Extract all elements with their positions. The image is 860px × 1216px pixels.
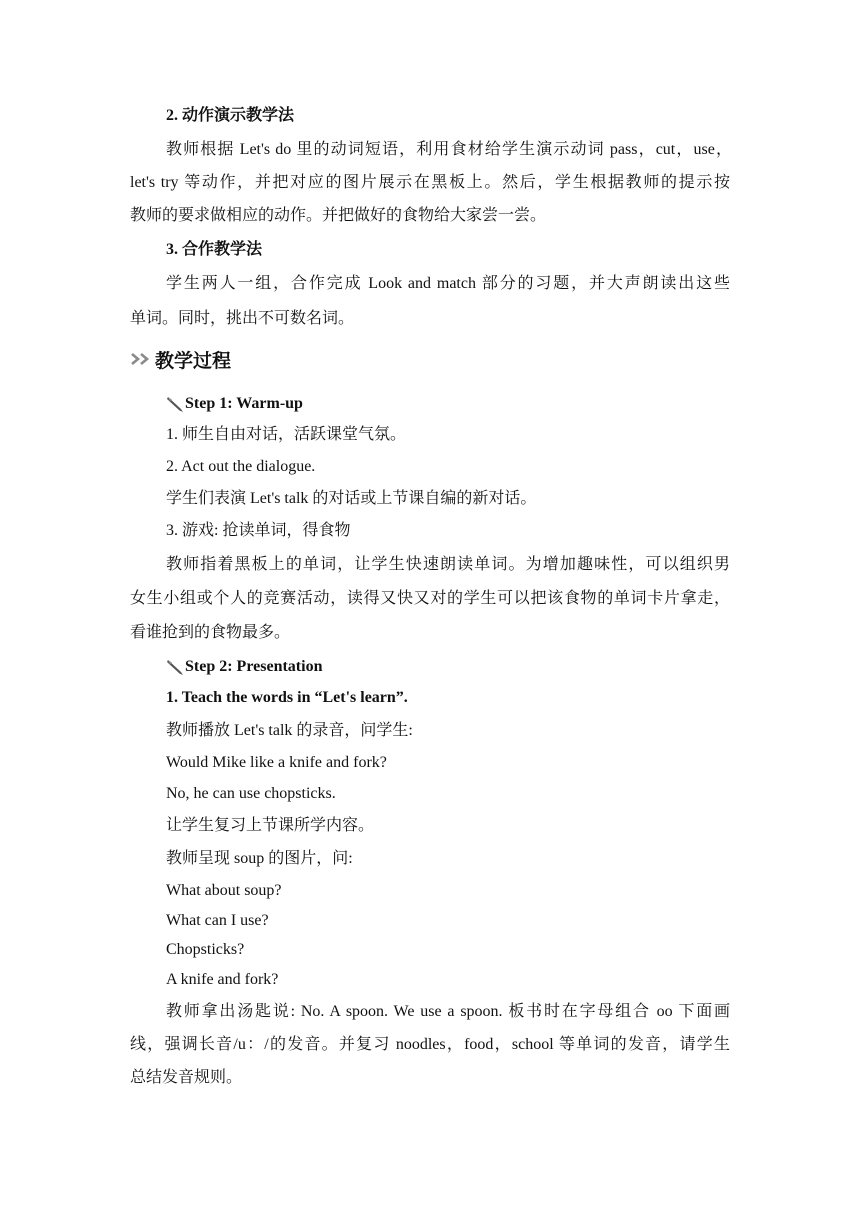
step-1-item-3-line-1: 教师指着黑板上的单词，让学生快速朗读单词。为增加趣味性，可以组织男 [166, 556, 730, 573]
method-3-line-2: 单词。同时，挑出不可数名词。 [130, 310, 355, 327]
step-2-line-1: 教师播放 Let's talk 的录音，问学生: [166, 722, 413, 739]
step-2-title: Step 2: Presentation [185, 658, 323, 675]
method-2-line-2: let's try 等动作，并把对应的图片展示在黑板上。然后，学生根据教师的提示按 [130, 174, 730, 191]
section-title: 教学过程 [155, 349, 232, 372]
step-2-line-4: 让学生复习上节课所学内容。 [166, 817, 375, 834]
step-1-item-2-desc: 学生们表演 Let's talk 的对话或上节课自编的新对话。 [166, 490, 537, 507]
double-chevron-icon [130, 352, 152, 366]
step-1-item-3-line-3: 看谁抢到的食物最多。 [130, 624, 291, 641]
step-2-line-3: No, he can use chopsticks. [166, 785, 336, 802]
step-1-heading [166, 393, 303, 415]
step-1-item-3-line-2: 女生小组或个人的竞赛活动，读得又快又对的学生可以把该食物的单词卡片拿走， [130, 590, 730, 607]
step-2-final-line-1: 教师拿出汤匙说: No. A spoon. We use a spoon. 板书时在字母组合 oo 下面画 [166, 1003, 730, 1020]
step-2-line-9: A knife and fork? [166, 971, 279, 988]
step-2-final-line-2: 线，强调长音/u：/的发音。并复习 noodles，food，school 等单词的发音，请学生 [130, 1036, 730, 1053]
step-2-heading [166, 656, 322, 678]
step-2-line-2: Would Mike like a knife and fork? [166, 754, 387, 771]
section-heading [130, 346, 231, 372]
step-1-item-3: 3. 游戏: 抢读单词，得食物 [166, 522, 351, 539]
step-2-final-line-3: 总结发音规则。 [130, 1069, 243, 1086]
method-2-line-1: 教师根据 Let's do 里的动词短语，利用食材给学生演示动词 pass，cut，use， [166, 141, 732, 158]
method-3-title: 3. 合作教学法 [166, 241, 263, 258]
step-2-line-7: What can I use? [166, 912, 269, 929]
pen-icon [166, 658, 184, 676]
step-2-line-5: 教师呈现 soup 的图片，问: [166, 850, 353, 867]
step-1-item-1: 1. 师生自由对话，活跃课堂气氛。 [166, 426, 407, 443]
step-2-line-6: What about soup? [166, 882, 282, 899]
step-1-title: Step 1: Warm-up [185, 395, 303, 412]
method-2-line-3: 教师的要求做相应的动作。并把做好的食物给大家尝一尝。 [130, 207, 547, 224]
step-2-line-8: Chopsticks? [166, 941, 245, 958]
step-1-item-2: 2. Act out the dialogue. [166, 458, 316, 475]
step-2-item-1: 1. Teach the words in “Let's learn”. [166, 689, 408, 706]
method-2-title: 2. 动作演示教学法 [166, 107, 295, 124]
method-3-line-1: 学生两人一组，合作完成 Look and match 部分的习题，并大声朗读出这些 [166, 275, 730, 292]
pen-icon [166, 395, 184, 413]
